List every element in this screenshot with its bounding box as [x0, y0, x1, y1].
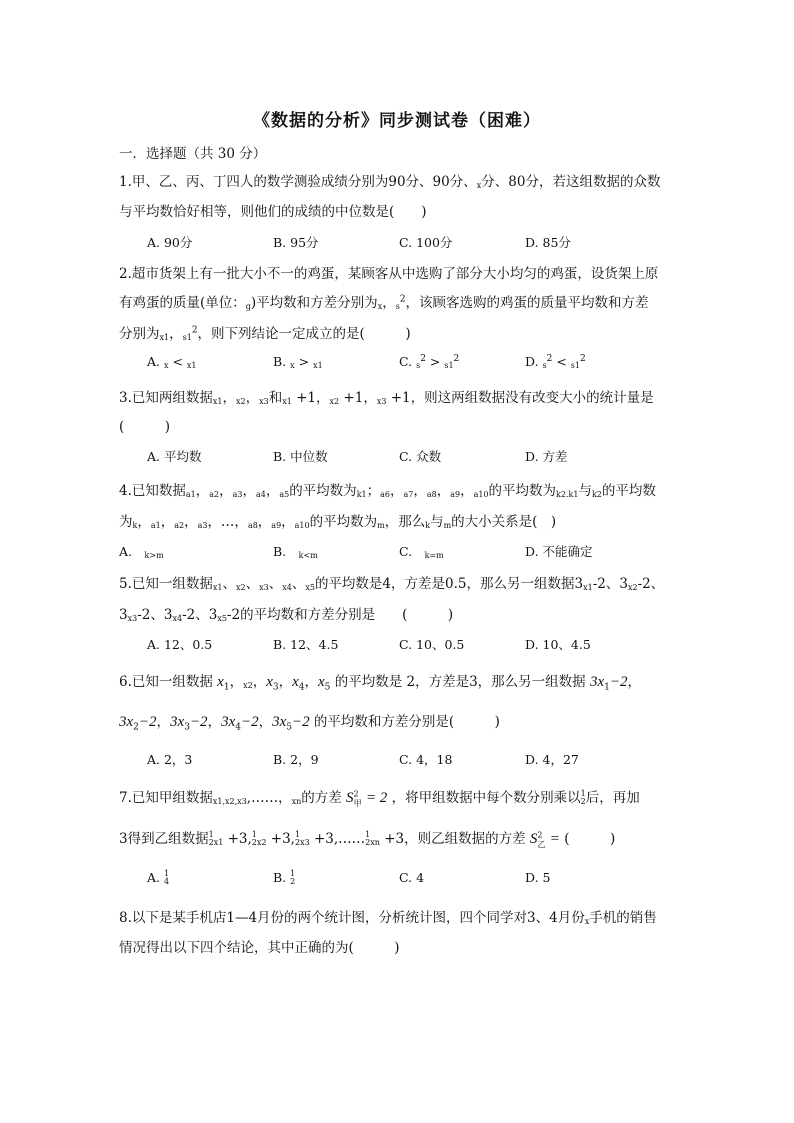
q3-option-b[interactable]: B. 中位数 [273, 449, 328, 464]
q3-line-1: 3.已知两组数据x1，x2，x3和x1 +1，x2 +1，x3 +1，则这两组数据没有改变大小的统计量是 [119, 390, 654, 406]
q5-line-1: 5.已知一组数据x1、x2、x3、x4、x5的平均数是4，方差是0.5，那么另一组数据3x1-2、3x2-2、 [119, 576, 665, 592]
q4-option-c[interactable]: C. k=m [399, 544, 444, 560]
q2-option-d[interactable]: D. $s^2 < s1^2$ [525, 354, 586, 371]
q2-line-1: 2.超市货架上有一批大小不一的鸡蛋，某顾客从中选购了部分大小均匀的鸡蛋，设货架上原 [119, 266, 659, 282]
q6-option-d[interactable]: D. 4，27 [525, 752, 579, 767]
q7-option-d[interactable]: D. 5 [525, 870, 551, 885]
q1-line-1: 1.甲、乙、丙、丁四人的数学测验成绩分别为90分、90分、x分、80分，若这组数据的众数 [119, 174, 661, 190]
q3-option-d[interactable]: D. 方差 [525, 449, 568, 464]
q8-line-1: 8.以下是某手机店1—4月份的两个统计图，分析统计图，四个同学对3、4月份x手机的销售 [119, 910, 657, 926]
q4-line-2: 为k，a1，a2，a3，…，a8，a9，a10的平均数为m，那么k与m的大小关系是( ) [119, 514, 557, 530]
q7-option-a[interactable]: A. 1 4 [147, 869, 170, 886]
q6-option-a[interactable]: A. 2，3 [147, 752, 193, 767]
q8-line-2: 情况得出以下四个结论，其中正确的为( ) [119, 940, 400, 956]
q3-option-a[interactable]: A. 平均数 [147, 449, 202, 464]
page-title: 《数据的分析》同步测试卷（困难） [253, 111, 541, 131]
section-heading: 一．选择题（共 30 分） [119, 146, 267, 162]
q5-option-a[interactable]: A. 12、0.5 [147, 637, 213, 652]
q2-line-3: 分别为x1，$s1^2$，则下列结论一定成立的是( ) [119, 325, 411, 342]
q7-line-2: 3得到乙组数据1 2x1 +3,1 2x2 +3,1 2x3 +3,……1 2xn +3，则乙组数据的方差 $S^2_乙$ = ( ) [119, 830, 616, 849]
q1-option-c[interactable]: C. 100分 [399, 235, 453, 250]
q5-option-b[interactable]: B. 12、4.5 [273, 637, 339, 652]
q2-option-c[interactable]: C. $s^2 > s1^2$ [399, 354, 460, 371]
q4-option-a[interactable]: A. k>m [119, 544, 164, 560]
q6-line-2: $3x_2-2$，$3x_3-2$，$3x_4-2$，$3x_5-2$ 的平均数和方差分别是( ) [119, 714, 500, 733]
q1-option-d[interactable]: D. 85分 [525, 235, 571, 250]
q2-option-a[interactable]: A. x < x1 [147, 354, 197, 370]
q1-option-b[interactable]: B. 95分 [273, 235, 319, 250]
q3-option-c[interactable]: C. 众数 [399, 449, 442, 464]
q2-option-b[interactable]: B. x > x1 [273, 354, 323, 370]
q6-line-1: 6.已知一组数据 $x_1$，x2，$x_3$，$x_4$，$x_5$ 的平均数是 2，方差是3，那么另一组数据 $3x_1-2$， [119, 674, 641, 693]
q5-option-d[interactable]: D. 10、4.5 [525, 637, 591, 652]
q4-option-b[interactable]: B. k<m [273, 544, 318, 560]
q4-option-d[interactable]: D. 不能确定 [525, 544, 593, 559]
q1-option-a[interactable]: A. 90分 [147, 235, 193, 250]
q6-option-c[interactable]: C. 4，18 [399, 752, 453, 767]
q5-option-c[interactable]: C. 10、0.5 [399, 637, 465, 652]
q5-line-2: 3x3-2、3x4-2、3x5-2的平均数和方差分别是 ( ) [119, 607, 454, 623]
q1-line-2: 与平均数恰好相等，则他们的成绩的中位数是( ) [119, 204, 427, 220]
q7-option-b[interactable]: B. 1 2 [273, 869, 296, 886]
q6-option-b[interactable]: B. 2，9 [273, 752, 319, 767]
q2-line-2: 有鸡蛋的质量(单位：g)平均数和方差分别为x，$s^2$，该顾客选购的鸡蛋的质量平均数和方差 [119, 294, 649, 311]
q3-line-2: ( ) [119, 419, 171, 435]
q7-line-1: 7.已知甲组数据x1,x2,x3,……，xn的方差 $S^2_甲 = 2$ ，将甲组数据中每个数分别乘以1 2后，再加 [119, 789, 640, 808]
q7-option-c[interactable]: C. 4 [399, 870, 425, 885]
q4-line-1: 4.已知数据a1，a2，a3，a4，a5的平均数为k1；a6，a7，a8，a9，a10的平均数为k2.k1与k2的平均数 [119, 483, 656, 499]
